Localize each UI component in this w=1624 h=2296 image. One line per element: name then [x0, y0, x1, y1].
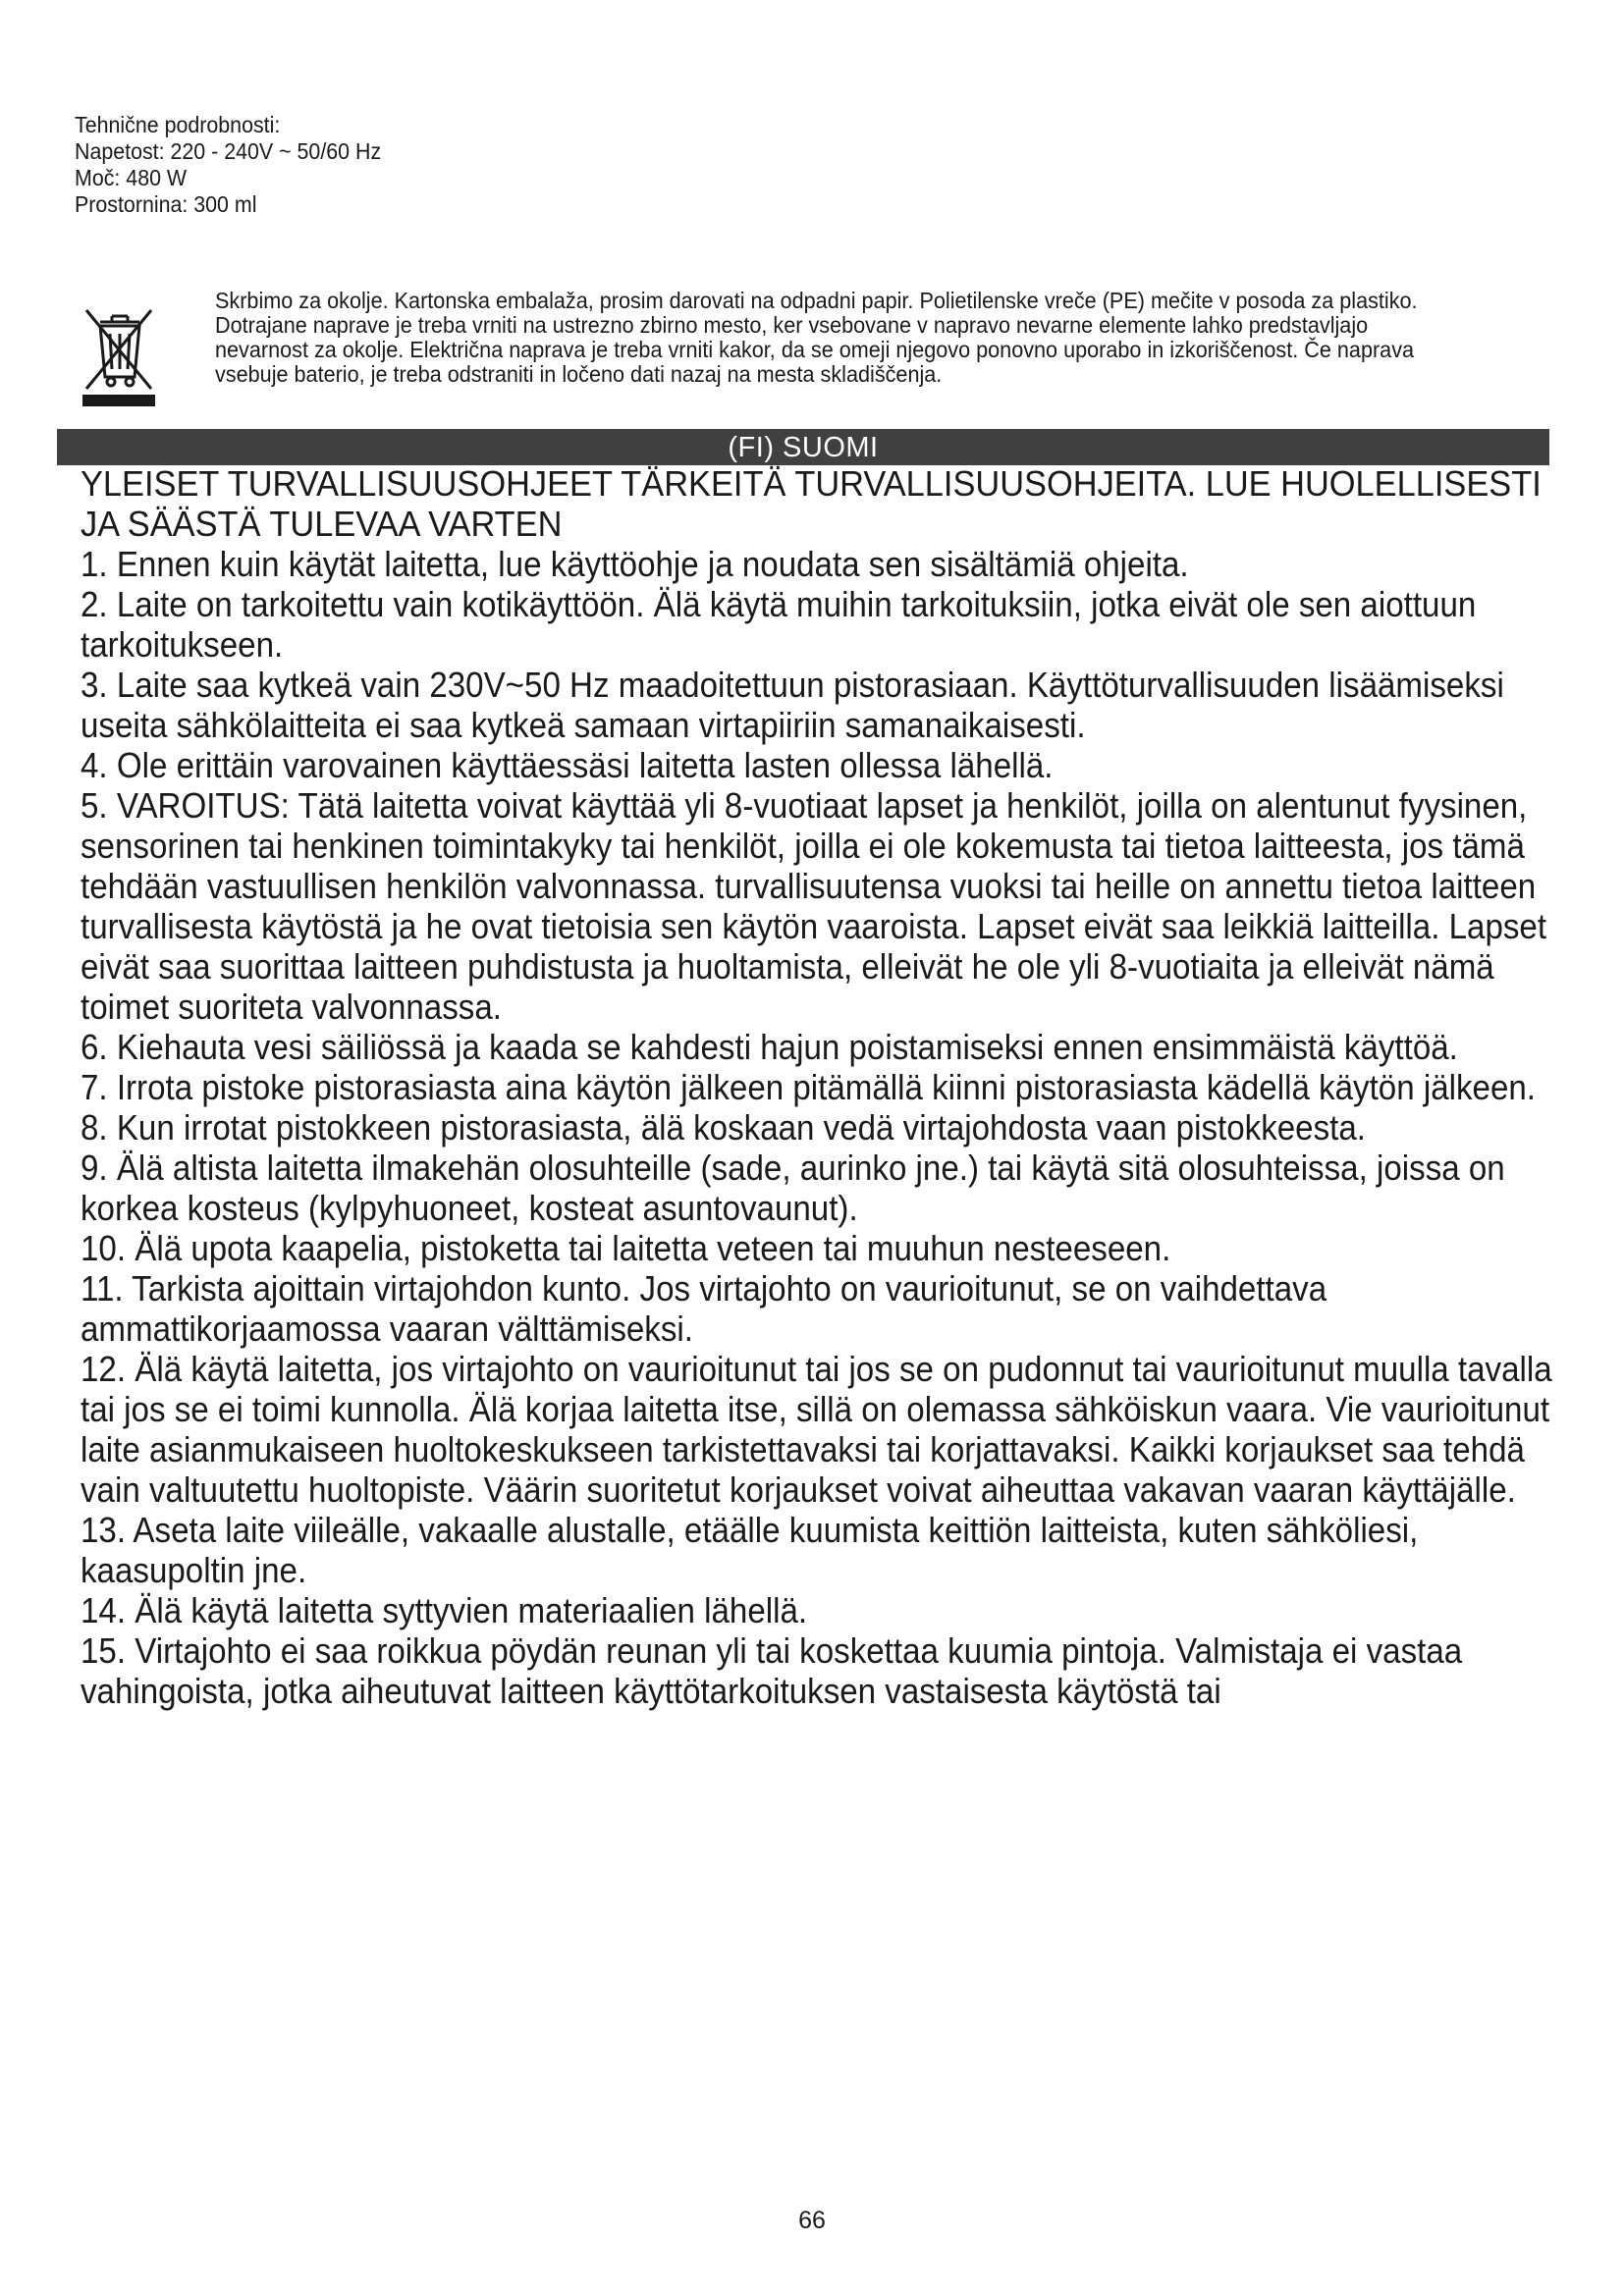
list-item: 6. Kiehauta vesi säiliössä ja kaada se kahdesti hajun poistamiseksi ennen ensimmäistä käyttöä.	[81, 1027, 1458, 1067]
list-item: 12. Älä käytä laitetta, jos virtajohto on vaurioitunut tai jos se on pudonnut tai vaurioitunut muulla tavalla tai jos se ei toimi kunnolla. Älä korjaa laitetta itse, sillä on olemassa sähköiskun vaara. Vie vaurioitunut laite asianmukaiseen huoltokeskukseen tarkistettavaksi tai korjattavaksi. Kaikki korjaukset saa tehdä vain valtuutettu huoltopiste. Väärin suoritetut korjaukset voivat aiheuttaa vakavan vaaran käyttäjälle.	[81, 1349, 1552, 1510]
list-item: 4. Ole erittäin varovainen käyttäessäsi laitetta lasten ollessa lähellä.	[81, 745, 1054, 785]
list-item: 7. Irrota pistoke pistorasiasta aina käytön jälkeen pitämällä kiinni pistorasiasta kädellä käytön jälkeen.	[81, 1067, 1537, 1107]
list-item: 15. Virtajohto ei saa roikkua pöydän reunan yli tai koskettaa kuumia pintoja. Valmistaja ei vastaa vahingoista, jotka aiheutuvat laitteen käyttötarkoituksen vastaisesta käytöstä tai	[81, 1630, 1463, 1711]
environment-text: Skrbimo za okolje. Kartonska embalaža, prosim darovati na odpadni papir. Polietilenske vreče (PE) mečite v posoda za plastiko. Dotrajane naprave je treba vrniti na ustrezno zbirno mesto, ker vsebovane v napravo nevarne elemente lahko predstavljajo nevarnost za okolje. Električna naprava je treba vrniti kakor, da se omeji njegovo ponovno uporabo in izkoriščenost. Če naprava vsebuje baterio, je treba odstraniti in ločeno dati nazaj na mesta skladiščenja.	[215, 288, 1418, 387]
tech-title: Tehnične podrobnosti:	[75, 112, 281, 137]
safety-heading: YLEISET TURVALLISUUSOHJEET TÄRKEITÄ TURVALLISUUSOHJEITA. LUE HUOLELLISESTI JA SÄÄSTÄ TULEVAA VARTEN	[81, 463, 1542, 544]
crossed-out-wheeled-bin-icon	[79, 304, 157, 410]
list-item: 8. Kun irrotat pistokkeen pistorasiasta, älä koskaan vedä virtajohdosta vaan pistokkeesta.	[81, 1107, 1366, 1148]
safety-instructions	[81, 463, 1573, 1711]
list-item: 13. Aseta laite viileälle, vakaalle alustalle, etäälle kuumista keittiön laitteista, kuten sähköliesi, kaasupoltin jne.	[81, 1510, 1419, 1590]
instruction-list	[81, 544, 1573, 1711]
tech-power: Moč: 480 W	[75, 165, 188, 190]
list-item: 3. Laite saa kytkeä vain 230V~50 Hz maadoitettuun pistorasiaan. Käyttöturvallisuuden lisäämiseksi useita sähkölaitteita ei saa kytkeä samaan virtapiiriin samanaikaisesti.	[81, 665, 1504, 745]
tech-voltage: Napetost: 220 - 240V ~ 50/60 Hz	[75, 138, 382, 164]
list-item: 11. Tarkista ajoittain virtajohdon kunto. Jos virtajohto on vaurioitunut, se on vaihdettava ammattikorjaamossa vaaran välttämiseksi.	[81, 1268, 1327, 1349]
tech-volume: Prostornina: 300 ml	[75, 191, 257, 217]
technical-details	[75, 112, 405, 218]
list-item: 14. Älä käytä laitetta syttyvien materiaalien lähellä.	[81, 1590, 808, 1630]
environment-notice	[75, 283, 1489, 420]
list-item: 9. Älä altista laitetta ilmakehän olosuhteille (sade, aurinko jne.) tai käytä sitä olosuhteissa, joissa on korkea kosteus (kylpyhuoneet, kosteat asuntovaunut).	[81, 1148, 1505, 1228]
page-number: 66	[798, 2207, 826, 2234]
list-item: 1. Ennen kuin käytät laitetta, lue käyttöohje ja noudata sen sisältämiä ohjeita.	[81, 544, 1189, 584]
list-item: 10. Älä upota kaapelia, pistoketta tai laitetta veteen tai muuhun nesteeseen.	[81, 1228, 1171, 1268]
list-item: 5. VAROITUS: Tätä laitetta voivat käyttää yli 8-vuotiaat lapset ja henkilöt, joilla on alentunut fyysinen, sensorinen tai henkinen toimintakyky tai henkilöt, joilla ei ole kokemusta tai tietoa laitteesta, jos tämä tehdään vastuullisen henkilön valvonnassa. turvallisuutensa vuoksi tai heille on annettu tietoa laitteen turvallisesta käytöstä ja he ovat tietoisia sen käytön vaaroista. Lapset eivät saa leikkiä laitteilla. Lapset eivät saa suorittaa laitteen puhdistusta ja huoltamista, elleivät he ole yli 8-vuotiaita ja elleivät nämä toimet suoriteta valvonnassa.	[81, 785, 1547, 1027]
list-item: 2. Laite on tarkoitettu vain kotikäyttöön. Älä käytä muihin tarkoituksiin, jotka eivät ole sen aiottuun tarkoitukseen.	[81, 584, 1477, 665]
section-title-bar: (FI) SUOMI	[57, 429, 1549, 465]
